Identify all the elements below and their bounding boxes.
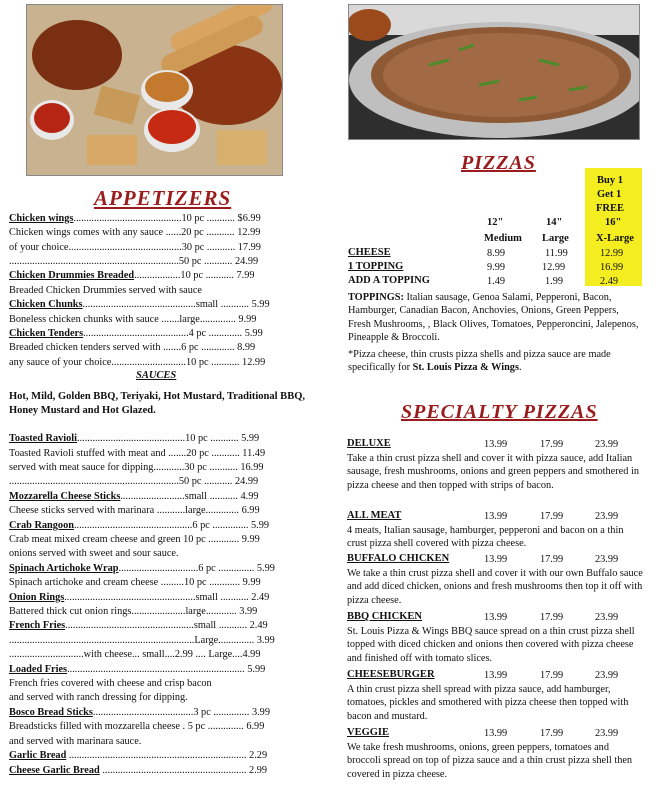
toppings-text bbox=[348, 291, 644, 344]
list-item: Spinach artichoke and cream cheese .........10 pc ............ 9.99 bbox=[9, 577, 261, 588]
specialty-price: 23.99 bbox=[595, 511, 619, 522]
specialty-name: VEGGIE bbox=[347, 727, 390, 738]
list-item: Bosco Bread Sticks.......................................3 pc .............. 3.99 bbox=[9, 707, 270, 718]
pizza-price: 1.99 bbox=[545, 276, 564, 287]
list-item: any sauce of your choice.............................10 pc ........... 12.99 bbox=[9, 357, 266, 368]
specialty-desc: We take a thin crust pizza shell and cover it with our own Buffalo sauce and add diced chicken, onions and fresh mushrooms then top it off with pizza cheese. bbox=[347, 568, 643, 606]
specialty-name: DELUXE bbox=[347, 438, 391, 449]
toppings-list: Italian sausage, Genoa Salami, Pepperoni, Bacon, Hamburger, Canadian Bacon, Anchovies, Onions, Green Peppers, Fresh Mushrooms, , Black Olives, Tomatoes, Pepperoncini, Jalepenos, Pineapple & Broccoli. bbox=[348, 292, 639, 343]
pizza-row-name: CHEESE bbox=[348, 247, 391, 258]
list-item: and served with marinara sauce. bbox=[9, 736, 142, 747]
specialty-heading: SPECIALTY PIZZAS bbox=[401, 401, 598, 423]
promo-line: Buy 1 bbox=[597, 175, 623, 186]
promo-line: FREE bbox=[596, 203, 625, 214]
note-end: . bbox=[518, 362, 522, 374]
specialty-price: 17.99 bbox=[540, 612, 564, 623]
appetizers-photo bbox=[26, 4, 283, 176]
pizza-price: 12.99 bbox=[600, 248, 624, 259]
specialty-price: 23.99 bbox=[595, 612, 619, 623]
pizzas-heading: PIZZAS bbox=[461, 152, 536, 174]
specialty-name: CHEESEBURGER bbox=[347, 669, 435, 680]
specialty-price: 17.99 bbox=[540, 439, 564, 450]
pizza-price: 11.99 bbox=[545, 248, 568, 259]
list-item: and served with ranch dressing for dipping. bbox=[9, 692, 188, 703]
promo-line: Get 1 bbox=[597, 189, 622, 200]
specialty-price: 23.99 bbox=[595, 554, 619, 565]
specialty-desc: Take a thin crust pizza shell and cover it with pizza sauce, add Italian sausage, fresh mushrooms, onions and green peppers and smothered in pizza cheese and then topped with strips of bacon. bbox=[347, 453, 639, 491]
specialty-price: 17.99 bbox=[540, 511, 564, 522]
list-item: ..................................................................50 pc ........... 24.99 bbox=[9, 256, 259, 267]
specialty-price: 13.99 bbox=[484, 728, 508, 739]
specialty-desc: 4 meats, Italian sausage, hamburger, pepperoni and bacon on a thin crust pizza shell covered with pizza cheese. bbox=[347, 525, 624, 550]
size-header: 14" bbox=[546, 217, 563, 228]
list-item: Chicken wings..........................................10 pc ........... $6.99 bbox=[9, 213, 261, 224]
list-item: French Fries..................................................small ........... 2.49 bbox=[9, 620, 268, 631]
pizza-price: 9.99 bbox=[487, 262, 506, 273]
size-header: Medium bbox=[484, 233, 522, 244]
list-item: Cheese sticks served with marinara ...........large............. 6.99 bbox=[9, 505, 260, 516]
specialty-price: 17.99 bbox=[540, 728, 564, 739]
pizza-price: 12.99 bbox=[542, 262, 566, 273]
list-item: Crab meat mixed cream cheese and green 10 pc ............ 9.99 bbox=[9, 534, 260, 545]
specialty-price: 17.99 bbox=[540, 554, 564, 565]
note-brand: St. Louis Pizza & Wings bbox=[412, 362, 519, 374]
list-item: onions served with sweet and sour sauce. bbox=[9, 548, 179, 559]
pizza-row-name: 1 TOPPING bbox=[348, 261, 404, 272]
pizza-price: 2.49 bbox=[600, 276, 619, 287]
size-header: 12" bbox=[487, 217, 504, 228]
list-item: Cheese Garlic Bread ........................................................ 2.99 bbox=[9, 765, 268, 776]
specialty-desc: A thin crust pizza shell spread with pizza sauce, add hamburger, tomatoes, pickles and smothered with pizza cheese then topped with bacon and mustard. bbox=[347, 684, 629, 722]
sauces-heading: SAUCES bbox=[136, 370, 177, 381]
note-text: *Pizza cheese, thin crusts pizza shells and pizza sauce are made specifically for bbox=[348, 349, 611, 374]
appetizers-heading: APPETIZERS bbox=[94, 186, 232, 210]
specialty-price: 17.99 bbox=[540, 670, 564, 681]
pizza-price: 1.49 bbox=[487, 276, 506, 287]
specialty-price: 23.99 bbox=[595, 439, 619, 450]
list-item: Crab Rangoon..............................................6 pc .............. 5.99 bbox=[9, 520, 270, 531]
list-item: Chicken Drummies Breaded..................10 pc ........... 7.99 bbox=[9, 270, 255, 281]
list-item: Chicken wings comes with any sauce ......20 pc ........... 12.99 bbox=[9, 227, 261, 238]
specialty-desc: St. Louis Pizza & Wings BBQ sauce spread on a thin crust pizza shell topped with diced chicken and onions then covered with pizza cheese and finished off with tomato slices. bbox=[347, 626, 635, 664]
specialty-price: 23.99 bbox=[595, 670, 619, 681]
list-item: French fries covered with cheese and crisp bacon bbox=[9, 678, 212, 689]
specialty-price: 13.99 bbox=[484, 670, 508, 681]
specialty-price: 13.99 bbox=[484, 511, 508, 522]
pizza-price: 8.99 bbox=[487, 248, 506, 259]
specialty-name: BUFFALO CHICKEN bbox=[347, 553, 450, 564]
list-item: served with meat sauce for dipping............30 pc ........... 16.99 bbox=[9, 462, 264, 473]
list-item: Breaded Chicken Drummies served with sauce bbox=[9, 285, 203, 296]
list-item: Toasted Ravioli stuffed with meat and .......20 pc ........... 11.49 bbox=[9, 448, 266, 459]
toppings-label: TOPPINGS: bbox=[348, 292, 404, 303]
list-item: of your choice............................................30 pc ........... 17.99 bbox=[9, 242, 261, 253]
pizza-row-name: ADD A TOPPING bbox=[348, 275, 430, 286]
pizza-photo bbox=[348, 4, 640, 140]
specialty-price: 23.99 bbox=[595, 728, 619, 739]
list-item: ........................................................................Large.............. 3.99 bbox=[9, 635, 275, 646]
list-item: Garlic Bread ..................................................................... 2.29 bbox=[9, 750, 268, 761]
size-header: Large bbox=[542, 233, 569, 244]
specialty-name: ALL MEAT bbox=[347, 510, 402, 521]
list-item: Spinach Artichoke Wrap...............................6 pc .............. 5.99 bbox=[9, 563, 275, 574]
pizza-price: 16.99 bbox=[600, 262, 624, 273]
specialty-price: 13.99 bbox=[484, 554, 508, 565]
sauces-list: Hot, Mild, Golden BBQ, Teriyaki, Hot Mustard, Traditional BBQ, Honey Mustard and Hot Glazed. bbox=[9, 391, 305, 416]
list-item: Breaded chicken tenders served with .......6 pc ............. 8.99 bbox=[9, 342, 256, 353]
size-header: 16" bbox=[605, 217, 622, 228]
specialty-name: BBQ CHICKEN bbox=[347, 611, 422, 622]
pizza-note bbox=[348, 348, 644, 375]
list-item: Chicken Chunks............................................small ........... 5.99 bbox=[9, 299, 270, 310]
list-item: Mozzarella Cheese Sticks.........................small ........... 4.99 bbox=[9, 491, 259, 502]
list-item: Toasted Ravioli..........................................10 pc ........... 5.99 bbox=[9, 433, 260, 444]
list-item: .............................with cheese... small....2.99 .... Large....4.99 bbox=[9, 649, 261, 660]
list-item: Battered thick cut onion rings.....................large............ 3.99 bbox=[9, 606, 258, 617]
specialty-price: 13.99 bbox=[484, 612, 508, 623]
list-item: Breadsticks filled with mozzarella cheese . 5 pc .............. 6.99 bbox=[9, 721, 265, 732]
size-header: X-Large bbox=[596, 233, 634, 244]
list-item: ..................................................................50 pc ........... 24.99 bbox=[9, 476, 259, 487]
list-item: Onion Rings...................................................small ........... 2.49 bbox=[9, 592, 270, 603]
specialty-price: 13.99 bbox=[484, 439, 508, 450]
specialty-desc: We take fresh mushrooms, onions, green peppers, tomatoes and broccoli spread on top of pizza sauce and a thin crust pizza shell then covered in pizza cheese. bbox=[347, 742, 633, 780]
list-item: Chicken Tenders.........................................4 pc ............. 5.99 bbox=[9, 328, 263, 339]
list-item: Boneless chicken chunks with sauce .......large.............. 9.99 bbox=[9, 314, 257, 325]
list-item: Loaded Fries..................................................................... 5.99 bbox=[9, 664, 266, 675]
